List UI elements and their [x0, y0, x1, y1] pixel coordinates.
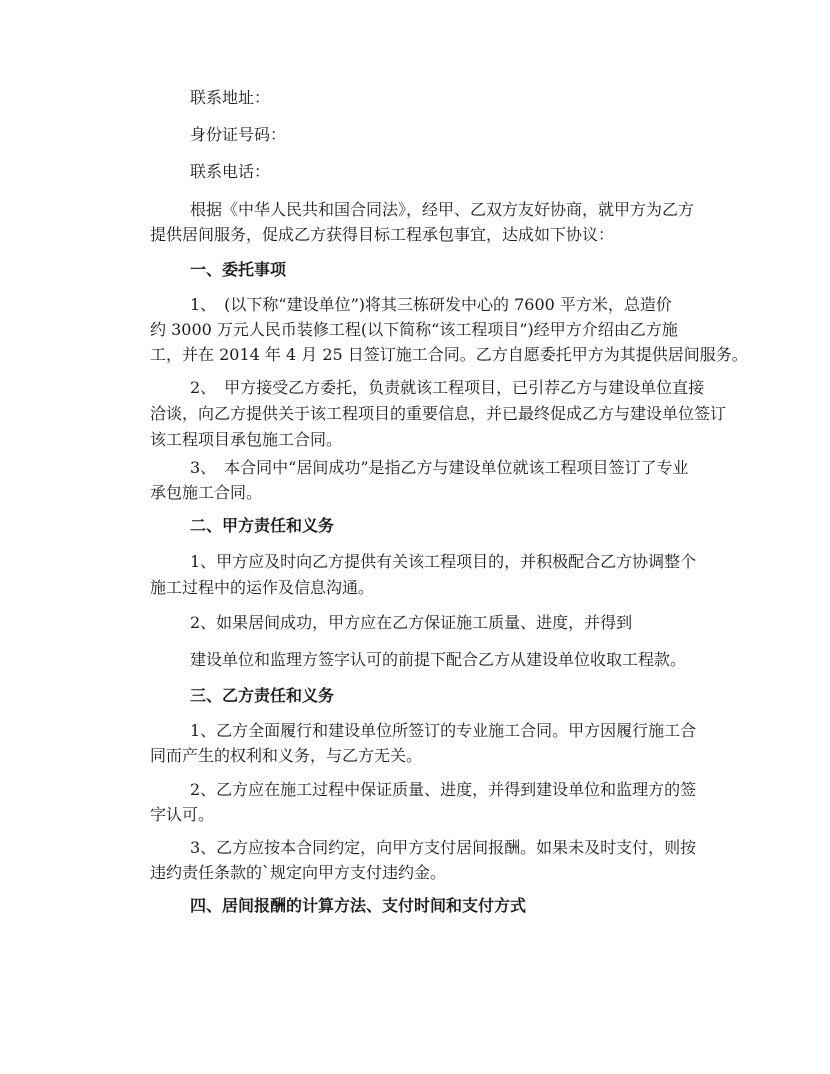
s2-p1-line-1: 1、甲方应及时向乙方提供有关该工程项目的，并积极配合乙方协调整个 — [190, 552, 697, 571]
section-1-heading: 一、委托事项 — [190, 260, 287, 279]
intro-line-1: 根据《中华人民共和国合同法》，经甲、乙双方友好协商，就甲方为乙方 — [190, 200, 695, 219]
s3-p1-line-2: 同而产生的权利和义务，与乙方无关。 — [150, 746, 423, 765]
section-2-heading: 二、甲方责任和义务 — [190, 516, 335, 535]
s1-p2-line-1: 2、 甲方接受乙方委托，负责就该工程项目，已引荐乙方与建设单位直接 — [190, 378, 705, 397]
s2-p2: 2、如果居间成功，甲方应在乙方保证施工质量、进度，并得到 — [190, 613, 633, 632]
s3-p3-line-1: 3、乙方应按本合同约定，向甲方支付居间报酬。如果未及时支付，则按 — [190, 838, 697, 857]
s3-p2-line-2: 字认可。 — [150, 805, 215, 824]
s1-p2-line-3: 该工程项目承包施工合同。 — [150, 430, 343, 449]
address-label: 联系地址： — [190, 88, 271, 107]
s1-p3-line-2: 承包施工合同。 — [150, 483, 263, 502]
section-4-heading: 四、居间报酬的计算方法、支付时间和支付方式 — [190, 896, 527, 915]
s1-p1-line-2: 约 3000 万元人民币装修工程(以下简称“该工程项目”)经甲方介绍由乙方施 — [150, 320, 678, 339]
s2-p3: 建设单位和监理方签字认可的前提下配合乙方从建设单位收取工程款。 — [190, 650, 687, 669]
s2-p1-line-2: 施工过程中的运作及信息沟通。 — [150, 578, 375, 597]
s3-p3-line-2: 违约责任条款的`规定向甲方支付违约金。 — [150, 863, 447, 882]
section-3-heading: 三、乙方责任和义务 — [190, 686, 335, 705]
phone-label: 联系电话： — [190, 162, 271, 181]
s3-p2-line-1: 2、乙方应在施工过程中保证质量、进度，并得到建设单位和监理方的签 — [190, 780, 697, 799]
s1-p2-line-2: 洽谈，向乙方提供关于该工程项目的重要信息，并已最终促成乙方与建设单位签订 — [150, 404, 727, 423]
s1-p3-line-1: 3、 本合同中“居间成功”是指乙方与建设单位就该工程项目签订了专业 — [190, 458, 689, 477]
s3-p1-line-1: 1、乙方全面履行和建设单位所签订的专业施工合同。甲方因履行施工合 — [190, 721, 697, 740]
id-label: 身份证号码： — [190, 125, 287, 144]
s1-p1-line-1: 1、 (以下称“建设单位”)将其三栋研发中心的 7600 平方米，总造价 — [190, 295, 672, 314]
intro-line-2: 提供居间服务，促成乙方获得目标工程承包事宜，达成如下协议： — [150, 225, 615, 244]
s1-p1-line-3: 工，并在 2014 年 4 月 25 日签订施工合同。乙方自愿委托甲方为其提供居间服务。 — [150, 345, 748, 364]
